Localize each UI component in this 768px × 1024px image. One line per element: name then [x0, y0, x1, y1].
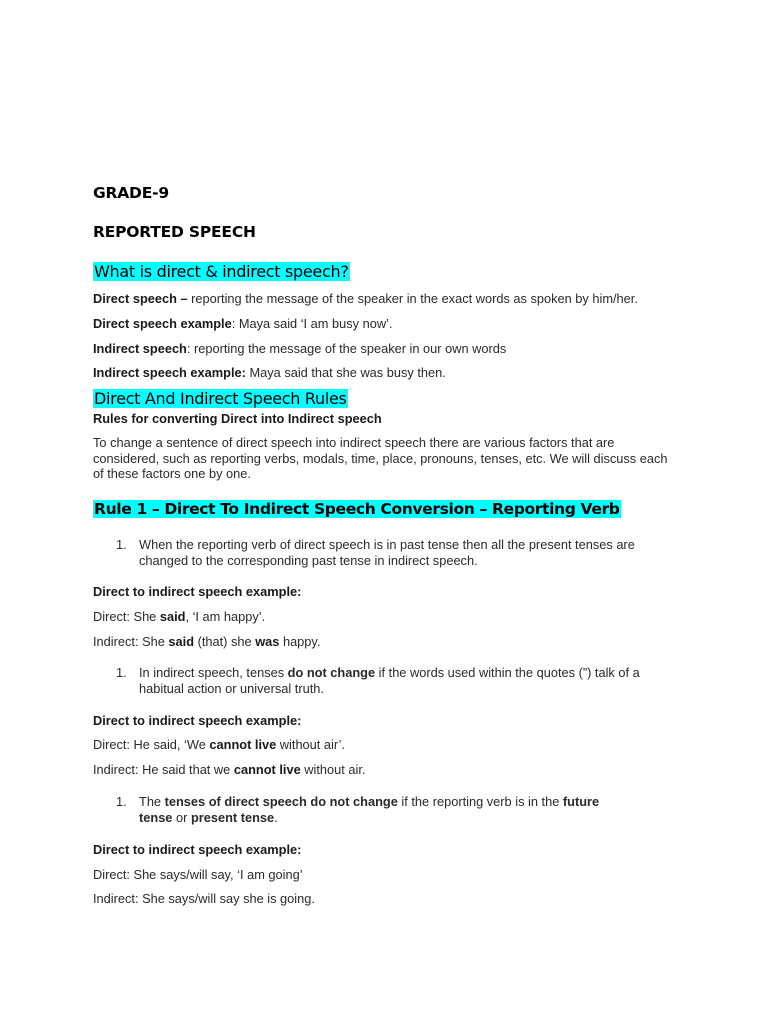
section2-paragraph: To change a sentence of direct speech into indirect speech there are various factors that are considered, such as reporting verbs, modals, time, place, pronouns, tenses, etc. We will discuss each of these factors one by one.: [93, 435, 668, 481]
example-1-indirect-a: Indirect: She: [93, 634, 169, 649]
rule1-point-2-post: if the words used within the quotes (”) talk of a habitual action or universal truth.: [139, 665, 640, 696]
definition-indirect: [93, 341, 506, 357]
list-number: 1.: [116, 537, 127, 552]
definition-direct: [93, 291, 638, 307]
example-indirect-term: Indirect speech example:: [93, 365, 246, 380]
grade-heading: GRADE-9: [93, 184, 169, 202]
rule1-point-3-bold3: present tense: [190, 809, 275, 825]
section2-heading: [93, 389, 348, 408]
rule1-point-3-text: [139, 794, 609, 825]
example-2-indirect-bold: cannot live: [233, 762, 301, 777]
rule1-point-2: [116, 665, 676, 696]
rule1-point-2-pre: In indirect speech, tenses: [139, 665, 288, 680]
example-direct: [93, 316, 392, 332]
example-1-indirect-c: (that) she: [194, 634, 256, 649]
rule1-point-1: [116, 537, 676, 568]
definition-direct-text: reporting the message of the speaker in the exact words as spoken by him/her.: [187, 291, 638, 306]
example-1-indirect-d: happy.: [279, 634, 321, 649]
example-1-indirect: [93, 634, 320, 650]
definition-indirect-term: Indirect speech: [93, 341, 187, 356]
rule1-point-3-pre: The: [139, 794, 165, 809]
definition-indirect-text: : reporting the message of the speaker in our own words: [186, 341, 507, 356]
section2-subheading-text: Rules for converting Direct into Indirect speech: [93, 411, 382, 426]
rule1-heading: [93, 500, 621, 518]
topic-heading: REPORTED SPEECH: [93, 223, 256, 241]
section2-subheading: [93, 411, 382, 427]
example-1-direct-bold: said: [159, 609, 186, 624]
rule1-point-1-text: When the reporting verb of direct speech is in past tense then all the present tenses are changed to the corresponding past tense in indirect speech.: [139, 537, 635, 568]
example-direct-text: : Maya said ‘I am busy now’.: [231, 316, 393, 331]
example-direct-term: Direct speech example: [93, 316, 232, 331]
example-1-direct: [93, 609, 265, 625]
example-2-direct-bold: cannot live: [209, 737, 277, 752]
example-2-indirect-a: Indirect: He said that we: [93, 762, 234, 777]
definition-direct-term: Direct speech –: [93, 291, 188, 306]
rule1-point-3-mid: if the reporting verb is in the: [397, 794, 563, 809]
example-label-2: [93, 713, 301, 729]
example-label-2-text: Direct to indirect speech example:: [93, 713, 302, 728]
rule1-point-2-bold: do not change: [287, 665, 376, 680]
example-2-direct-c: without air’.: [276, 737, 346, 752]
section1-heading-text: What is direct & indirect speech?: [94, 262, 349, 281]
rule1-point-3-bold1: tenses of direct speech do not change: [164, 794, 398, 809]
example-indirect: [93, 365, 446, 381]
example-label-1-text: Direct to indirect speech example:: [93, 584, 302, 599]
rule1-point-3-mid2: or: [172, 809, 191, 825]
example-2-direct-a: Direct: He said, ‘We: [93, 737, 210, 752]
example-2-indirect-c: without air.: [300, 762, 366, 777]
rule1-heading-text: Rule 1 – Direct To Indirect Speech Conversion – Reporting Verb: [94, 500, 620, 518]
list-number: 1.: [116, 794, 127, 809]
example-label-1: [93, 584, 301, 600]
example-3-indirect: Indirect: She says/will say she is going.: [93, 891, 315, 906]
list-number: 1.: [116, 665, 127, 680]
example-2-direct: [93, 737, 345, 753]
example-1-indirect-bold2: was: [255, 634, 280, 649]
rule1-point-2-text: [139, 665, 676, 696]
example-1-direct-c: , ‘I am happy’.: [185, 609, 266, 624]
rule1-point-3: [116, 794, 676, 825]
section1-heading: [93, 262, 350, 281]
example-3-direct: Direct: She says/will say, ‘I am going’: [93, 867, 303, 882]
example-2-indirect: [93, 762, 365, 778]
section2-heading-text: Direct And Indirect Speech Rules: [94, 389, 347, 408]
rule1-point-3-post: .: [274, 809, 278, 825]
example-label-3-text: Direct to indirect speech example:: [93, 842, 302, 857]
example-indirect-text: Maya said that she was busy then.: [245, 365, 446, 380]
example-1-indirect-bold1: said: [168, 634, 195, 649]
example-1-direct-a: Direct: She: [93, 609, 160, 624]
example-label-3: [93, 842, 301, 858]
rule1-point-3-bold2: future tense: [139, 794, 600, 825]
